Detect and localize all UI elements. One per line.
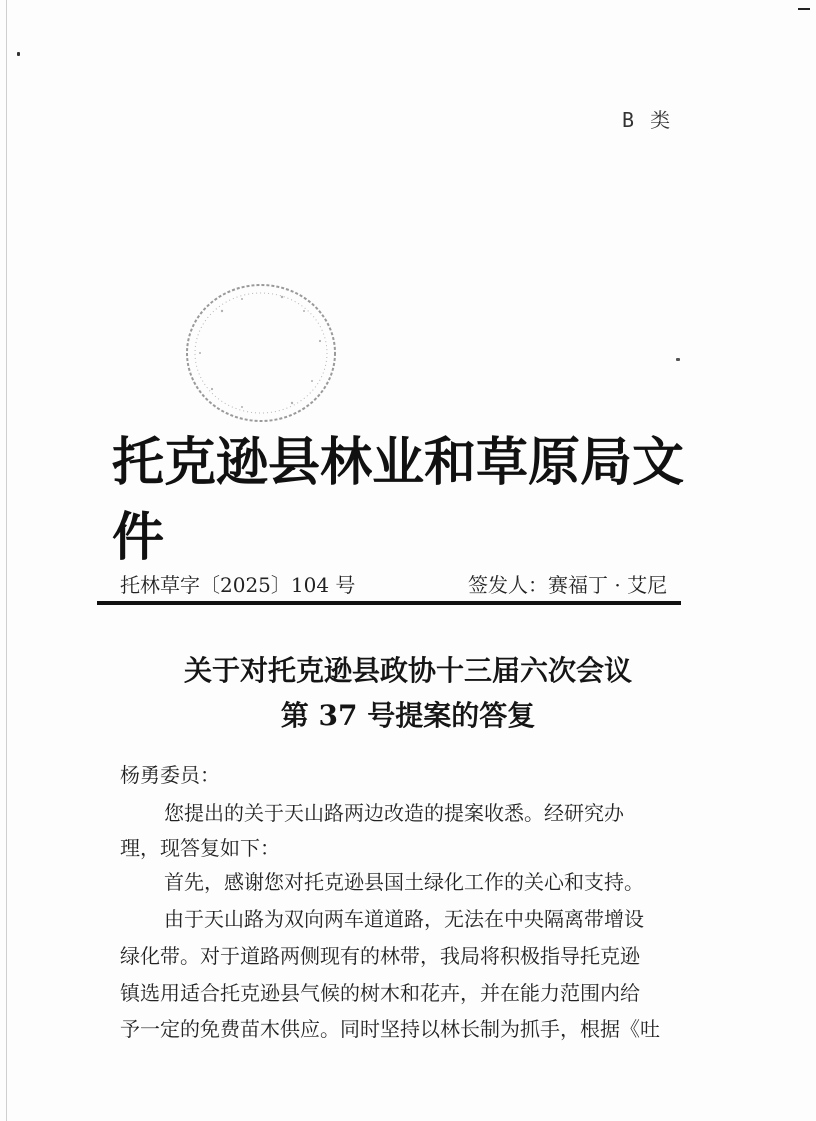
header-rule-divider <box>97 601 681 605</box>
scan-speck <box>17 52 20 56</box>
document-category: B 类 <box>622 108 673 132</box>
scan-speck <box>676 358 680 361</box>
body-paragraph-line: 首先，感谢您对托克逊县国土绿化工作的关心和支持。 <box>164 870 644 894</box>
body-paragraph-line: 予一定的免费苗木供应。同时坚持以林长制为抓手，根据《吐 <box>120 1017 660 1041</box>
body-paragraph-line: 您提出的关于天山路两边改造的提案收悉。经研究办 <box>164 801 624 825</box>
body-paragraph-line: 理，现答复如下： <box>120 836 280 860</box>
body-paragraph-line: 绿化带。对于道路两侧现有的林带，我局将积极指导托克逊 <box>120 944 640 968</box>
body-paragraph-line: 镇选用适合托克逊县气候的树木和花卉，并在能力范围内给 <box>120 981 640 1005</box>
document-title-line-1: 关于对托克逊县政协十三届六次会议 <box>183 654 632 687</box>
issuer-header: 托克逊县林业和草原局文件 <box>112 433 685 568</box>
body-paragraph-line: 由于天山路为双向两车道道路，无法在中央隔离带增设 <box>164 907 644 931</box>
scan-corner-mark <box>798 8 810 10</box>
document-number: 托林草字〔2025〕104 号 <box>120 573 356 597</box>
signer-line: 签发人：赛福丁 · 艾尼 <box>468 573 668 597</box>
salutation: 杨勇委员： <box>120 763 220 787</box>
document-title-line-2: 第 37 号提案的答复 <box>280 699 536 732</box>
official-seal-icon <box>182 281 340 425</box>
scan-edge-line <box>6 0 7 1121</box>
